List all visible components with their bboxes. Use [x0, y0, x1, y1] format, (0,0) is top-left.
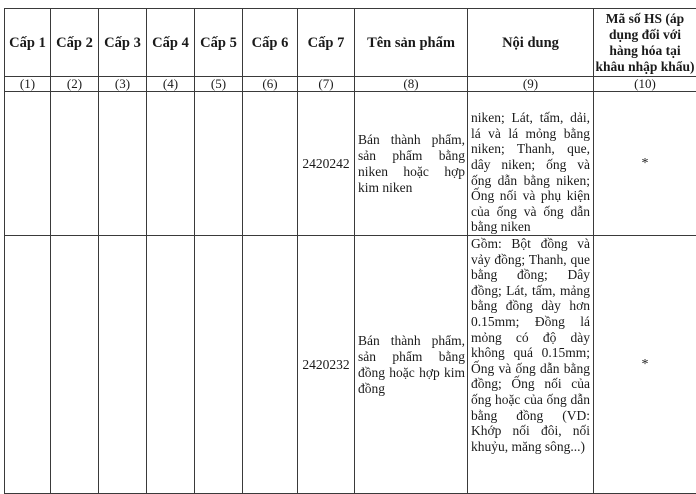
header-cap-6: Cấp 6 [243, 9, 298, 77]
cap-7-code: 2420232 [298, 236, 355, 494]
cap-6-cell [243, 92, 298, 236]
product-content: Gồm: Bột đồng và vảy đồng; Thanh, que bằng đồng; Dây đồng; Lát, tấm, mảng bằng đồng dày hơn 0.15mm; Đồng lá mỏng có độ dày không quá 0.15mm; Ống và ống dẫn bằng đồng; Ống nối của ống hoặc của ống dẫn bằng đồng (VD: Khớp nối đôi, nối khuỷu, măng sông...) [468, 236, 594, 494]
cap-7-code: 2420242 [298, 92, 355, 236]
table-row [5, 92, 696, 236]
header-row [5, 9, 696, 77]
hs-code: * [594, 92, 696, 236]
column-number: (6) [243, 77, 298, 92]
hs-code: * [594, 236, 696, 494]
column-number: (9) [468, 77, 594, 92]
header-cap-2: Cấp 2 [51, 9, 99, 77]
cap-5-cell [195, 92, 243, 236]
cap-1-cell [5, 92, 51, 236]
header-cap-3: Cấp 3 [99, 9, 147, 77]
cap-4-cell [147, 92, 195, 236]
header-product-name: Tên sản phẩm [355, 9, 468, 77]
header-cap-5: Cấp 5 [195, 9, 243, 77]
product-content: niken; Lát, tấm, dải, lá và lá mỏng bằng niken; Thanh, que, dây niken; ống và ống dẫn bằng niken; Ống nối và phụ kiện của ống và ống dẫn bằng niken [468, 92, 594, 236]
cap-3-cell [99, 236, 147, 494]
header-hs-code: Mã số HS (áp dụng đối với hàng hóa tại khâu nhập khẩu) [594, 9, 696, 77]
column-number: (2) [51, 77, 99, 92]
cap-6-cell [243, 236, 298, 494]
cap-2-cell [51, 92, 99, 236]
header-cap-1: Cấp 1 [5, 9, 51, 77]
header-content: Nội dung [468, 9, 594, 77]
product-name: Bán thành phẩm, sản phẩm bằng niken hoặc hợp kim niken [355, 92, 468, 236]
cap-4-cell [147, 236, 195, 494]
product-name: Bán thành phẩm, sản phẩm bằng đồng hoặc hợp kim đồng [355, 236, 468, 494]
cap-3-cell [99, 92, 147, 236]
column-number-row [5, 77, 696, 92]
cap-1-cell [5, 236, 51, 494]
column-number: (3) [99, 77, 147, 92]
column-number: (10) [594, 77, 696, 92]
column-number: (8) [355, 77, 468, 92]
column-number: (7) [298, 77, 355, 92]
cap-5-cell [195, 236, 243, 494]
cap-2-cell [51, 236, 99, 494]
column-number: (5) [195, 77, 243, 92]
product-classification-table [4, 8, 696, 494]
column-number: (1) [5, 77, 51, 92]
header-cap-7: Cấp 7 [298, 9, 355, 77]
table-row [5, 236, 696, 494]
header-cap-4: Cấp 4 [147, 9, 195, 77]
column-number: (4) [147, 77, 195, 92]
